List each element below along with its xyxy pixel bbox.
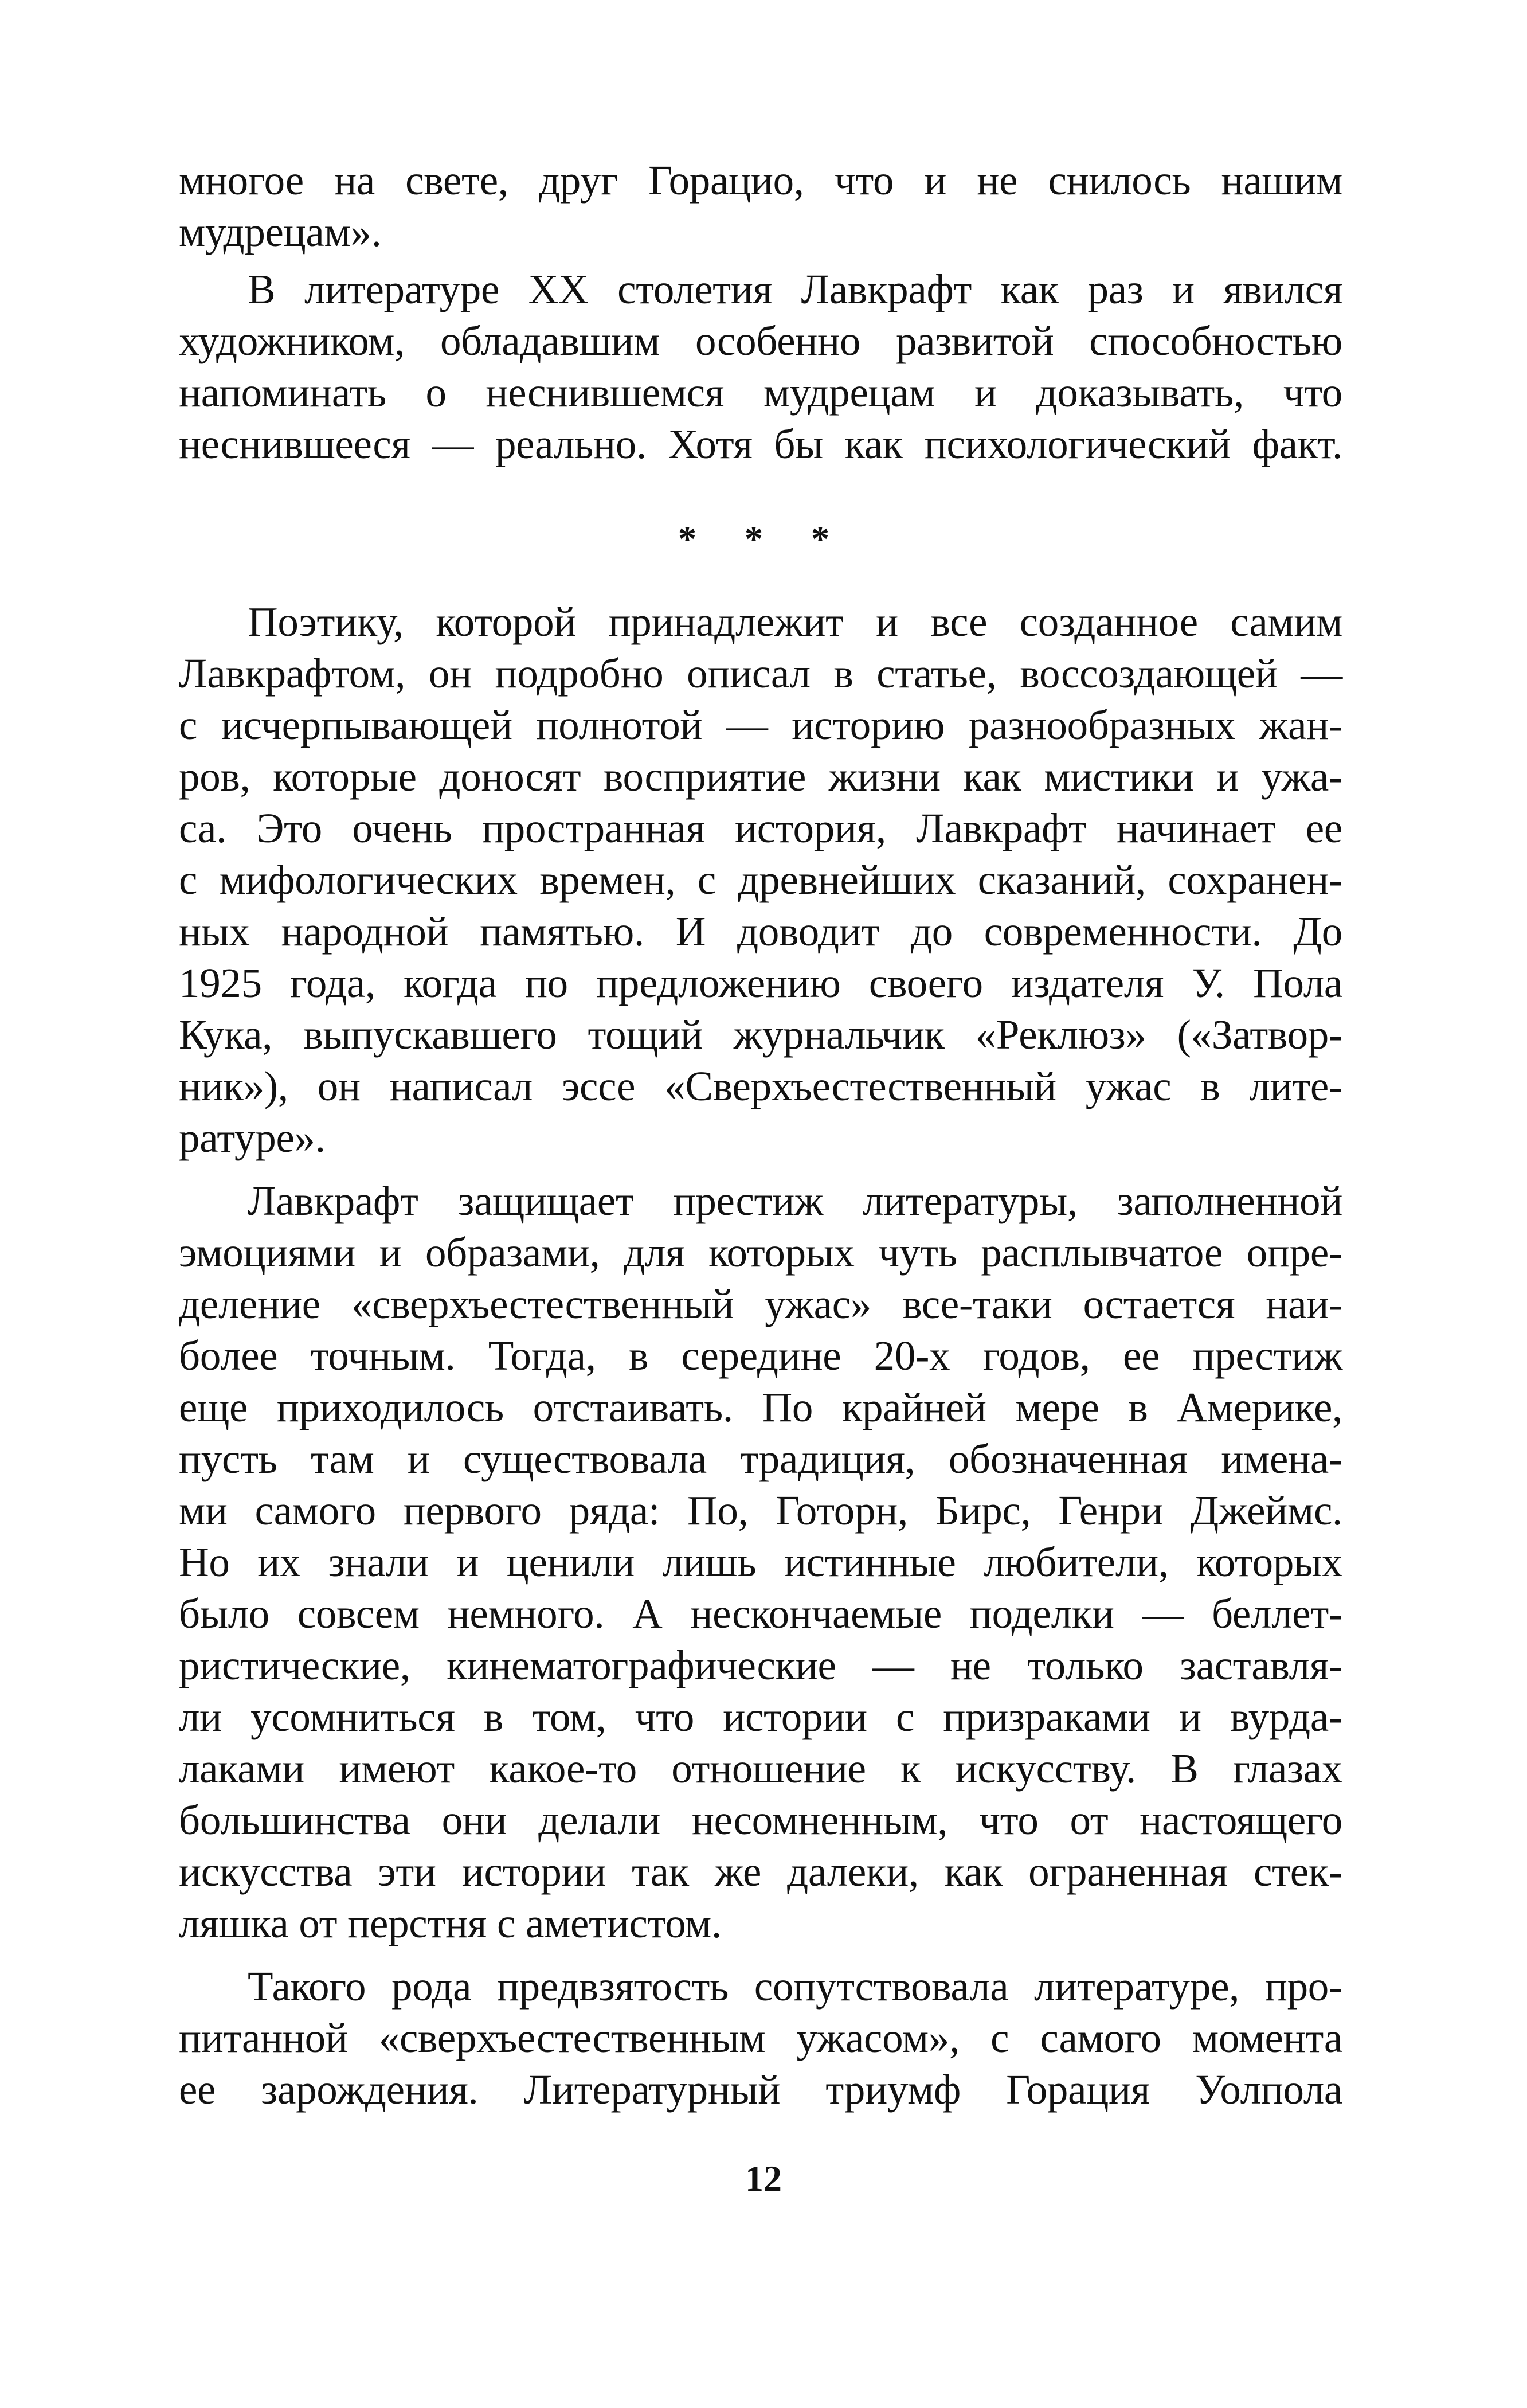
text-line: деление «сверхъестественный ужас» все-таки остается наи-	[179, 1281, 1342, 1327]
text-line: ляшка от перстня с аметистом.	[179, 1900, 722, 1946]
text-line: напоминать о неснившемся мудрецам и доказывать, что	[179, 369, 1342, 416]
text-line: лаками имеют какое-то отношение к искусству. В глазах	[179, 1745, 1342, 1792]
text-line: ее зарождения. Литературный триумф Горация Уолпола	[179, 2066, 1342, 2113]
text-line: с исчерпывающей полнотой — историю разнообразных жан-	[179, 702, 1342, 748]
text-line: с мифологических времен, с древнейших сказаний, сохранен-	[179, 857, 1342, 903]
page-number: 12	[745, 2158, 782, 2199]
text-line: многое на свете, друг Горацио, что и не снилось нашим	[179, 157, 1342, 204]
text-line: питанной «сверхъестественным ужасом», с самого момента	[179, 2015, 1342, 2061]
text-line: эмоциями и образами, для которых чуть расплывчатое опре-	[179, 1229, 1342, 1276]
text-line: большинства они делали несомненным, что от настоящего	[179, 1797, 1342, 1843]
text-line: Лавкрафтом, он подробно описал в статье, воссоздающей —	[179, 650, 1342, 697]
text-line: ник»), он написал эссе «Сверхъестественный ужас в лите-	[179, 1063, 1342, 1109]
text-line: 1925 года, когда по предложению своего издателя У. Пола	[179, 960, 1342, 1006]
text-line: было совсем немного. А нескончаемые поделки — беллет-	[179, 1590, 1342, 1637]
text-line: еще приходилось отстаивать. По крайней мере в Америке,	[179, 1384, 1342, 1430]
text-line: ров, которые доносят восприятие жизни как мистики и ужа-	[179, 753, 1342, 800]
text-line: художником, обладавшим особенно развитой способностью	[179, 318, 1342, 364]
text-line: пусть там и существовала традиция, обозначенная имена-	[179, 1436, 1342, 1482]
text-line: неснившееся — реально. Хотя бы как психологический факт.	[179, 421, 1342, 467]
text-line: ратуре».	[179, 1115, 326, 1161]
text-line: В литературе XX столетия Лавкрафт как раз и явился	[248, 266, 1342, 312]
text-line: Такого рода предвзятость сопутствовала литературе, про-	[248, 1963, 1342, 2010]
text-line: мудрецам».	[179, 209, 382, 255]
text-line: са. Это очень пространная история, Лавкрафт начинает ее	[179, 805, 1342, 851]
text-line: ми самого первого ряда: По, Готорн, Бирс, Генри Джеймс.	[179, 1487, 1342, 1534]
text-line: более точным. Тогда, в середине 20-х годов, ее престиж	[179, 1332, 1342, 1379]
section-separator: * * *	[678, 518, 849, 559]
text-line: Но их знали и ценили лишь истинные любители, которых	[179, 1539, 1342, 1585]
text-line: ли усомниться в том, что истории с призраками и вурда-	[179, 1694, 1342, 1740]
text-line: ных народной памятью. И доводит до современности. До	[179, 908, 1342, 955]
text-line: ристические, кинематографические — не только заставля-	[179, 1642, 1342, 1688]
text-line: Кука, выпускавшего тощий журнальчик «Реклюз» («Затвор-	[179, 1011, 1342, 1058]
text-line: Поэтику, которой принадлежит и все созданное самим	[248, 599, 1342, 645]
text-line: Лавкрафт защищает престиж литературы, заполненной	[248, 1178, 1342, 1224]
text-line: искусства эти истории так же далеки, как ограненная стек-	[179, 1848, 1342, 1895]
